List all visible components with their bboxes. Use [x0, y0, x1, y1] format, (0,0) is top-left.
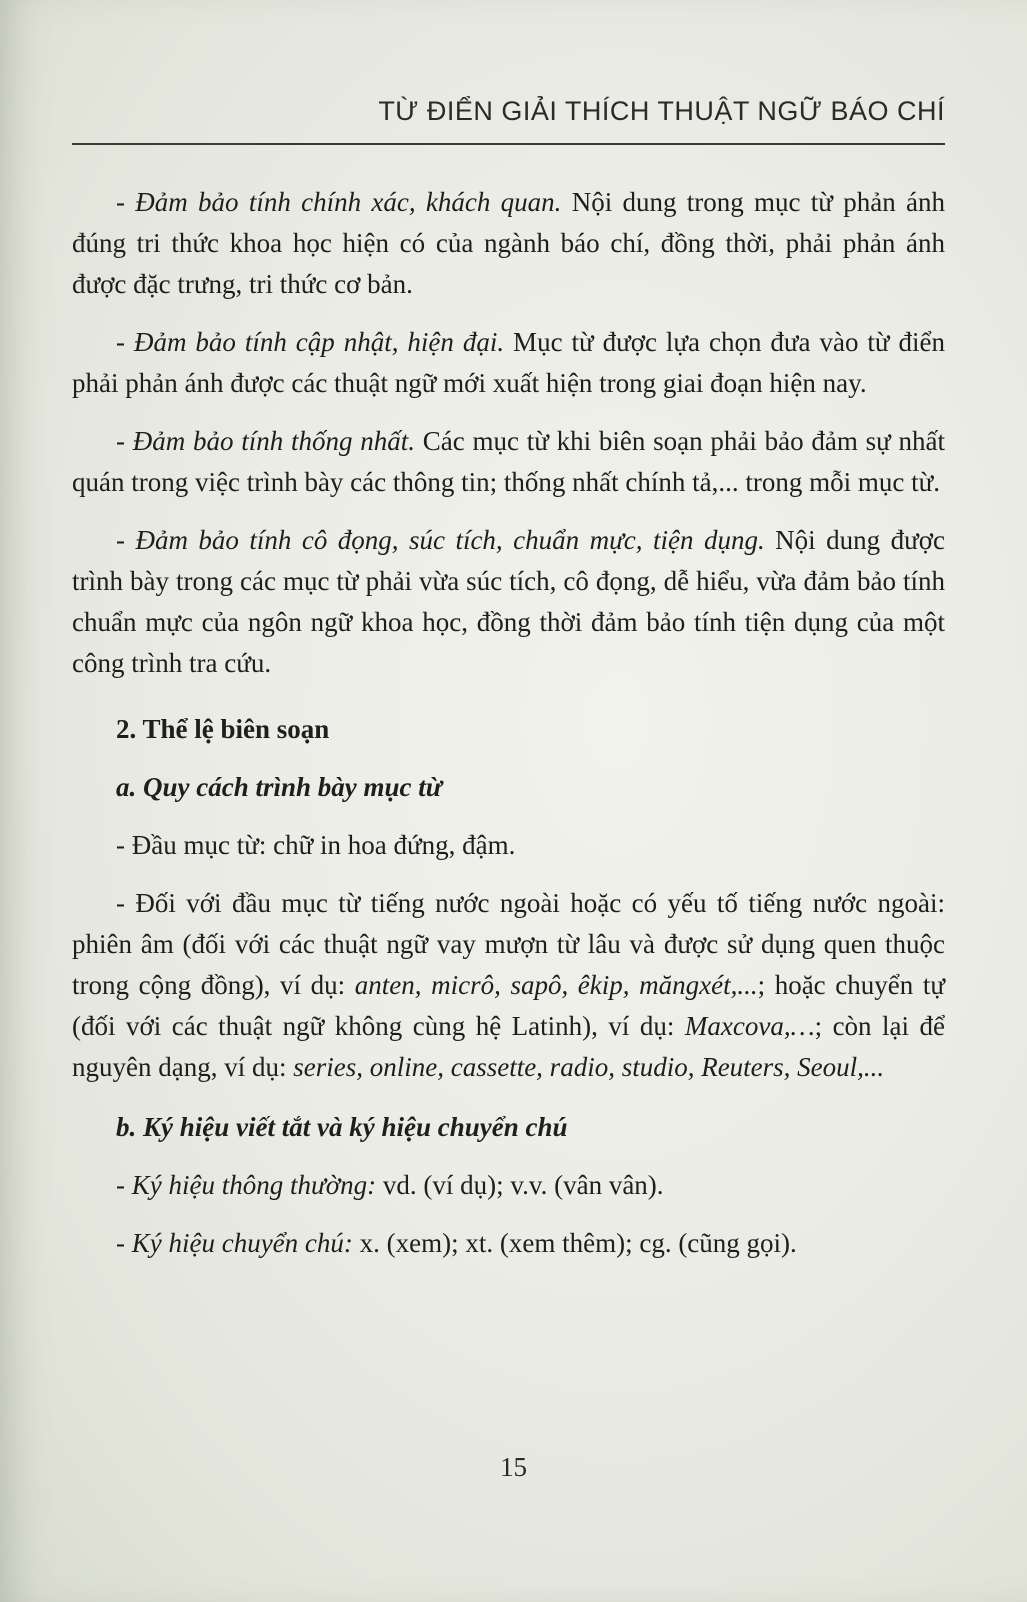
paragraph-lead: - Đảm bảo tính cô đọng, súc tích, chuẩn mực, tiện dụng. [116, 525, 765, 555]
paragraph-text: Nội dung trong mục từ phản ánh đúng tri thức khoa học hiện có của ngành báo chí, đồng thời, phải phản ánh được đặc trưng, tri thức cơ bản. [72, 187, 945, 299]
example-terms: series, online, cassette, radio, studio, Reuters, Seoul,... [293, 1052, 885, 1082]
paragraph-text: vd. (ví dụ); v.v. (vân vân). [376, 1170, 664, 1200]
paragraph-conciseness [72, 520, 945, 684]
header-rule [72, 143, 945, 145]
paragraph-entry-head: - Đầu mục từ: chữ in hoa đứng, đậm. [116, 830, 516, 860]
paragraph-text: ; còn lại để nguyên dạng, ví dụ: [72, 1011, 945, 1082]
subheading-a: a. Quy cách trình bày mục từ [116, 772, 442, 802]
paragraph-consistency [72, 421, 945, 503]
running-head-title: TỪ ĐIỂN GIẢI THÍCH THUẬT NGỮ BÁO CHÍ [378, 96, 945, 126]
paragraph-text: Các mục từ khi biên soạn phải bảo đảm sự nhất quán trong việc trình bày các thông tin; thống nhất chính tả,... trong mỗi mục từ. [72, 426, 946, 497]
paragraph-lead: - Ký hiệu thông thường: [116, 1170, 377, 1200]
subheading-b: b. Ký hiệu viết tắt và ký hiệu chuyển chú [116, 1112, 568, 1142]
example-terms: Maxcova,… [684, 1011, 815, 1041]
example-terms: anten, micrô, sapô, êkip, măngxét,... [354, 970, 758, 1000]
page-number: 15 [500, 1452, 527, 1482]
paragraph-lead: - Đảm bảo tính chính xác, khách quan. [116, 187, 562, 217]
paragraph-text: ; hoặc chuyển tự (đối với các thuật ngữ không cùng hệ Latinh), ví dụ: [72, 970, 945, 1041]
paragraph-text: x. (xem); xt. (xem thêm); cg. (cũng gọi). [352, 1228, 797, 1258]
section-heading: 2. Thể lệ biên soạn [116, 714, 330, 744]
paragraph-foreign-terms [72, 883, 945, 1088]
paragraph-accuracy [72, 182, 945, 305]
page-content [72, 182, 945, 1264]
paragraph-text: Mục từ được lựa chọn đưa vào từ điển phải phản ánh được các thuật ngữ mới xuất hiện trong giai đoạn hiện nay. [72, 327, 945, 398]
paragraph-text: - Đối với đầu mục từ tiếng nước ngoài hoặc có yếu tố tiếng nước ngoài: phiên âm (đối với các thuật ngữ vay mượn từ lâu và được sử dụng quen thuộc trong cộng đồng), ví dụ: [72, 888, 945, 1000]
paragraph-lead: - Đảm bảo tính cập nhật, hiện đại. [116, 327, 505, 357]
paragraph-common-abbrev [72, 1165, 945, 1206]
paragraph-currency [72, 322, 945, 404]
paragraph-lead: - Đảm bảo tính thống nhất. [116, 426, 416, 456]
paragraph-lead: - Ký hiệu chuyển chú: [116, 1228, 353, 1258]
paragraph-text: Nội dung được trình bày trong các mục từ phải vừa súc tích, cô đọng, dễ hiểu, vừa đảm bảo tính chuẩn mực của ngôn ngữ khoa học, đồng thời đảm bảo tính tiện dụng của một công trình tra cứu. [72, 525, 945, 678]
paragraph-crossref-abbrev [72, 1223, 945, 1264]
